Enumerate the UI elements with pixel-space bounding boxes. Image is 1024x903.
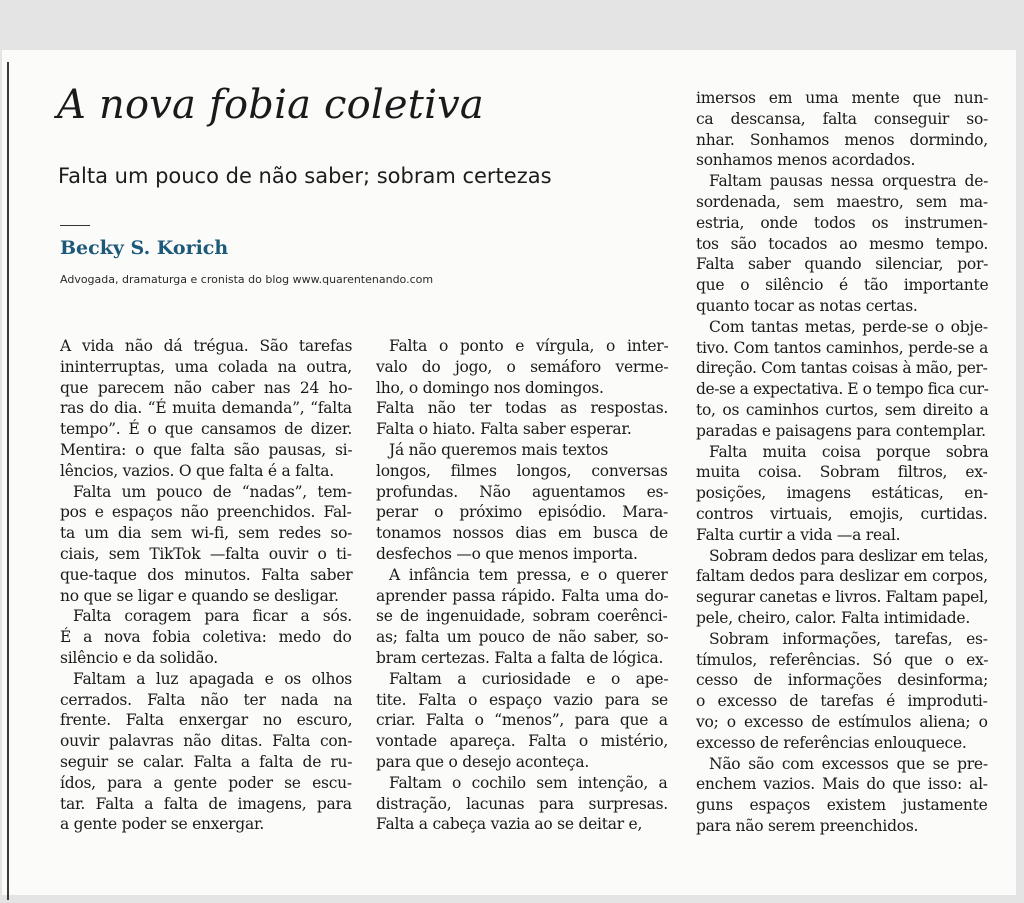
text-line: Falta o ponto e vírgula, o inter- (389, 337, 669, 355)
text-line: ininterruptas, uma colada na outra, (60, 357, 352, 376)
text-line: pos e espaços não preenchidos. Fal- (60, 503, 352, 522)
text-line: muita coisa. Sobram filtros, ex- (696, 463, 988, 482)
text-line: frente. Falta enxergar no escuro, (60, 711, 353, 730)
text-line: pele, cheiro, calor. Falta intimidade. (696, 608, 971, 627)
text-line: ídos, para a gente poder se escu- (60, 773, 352, 792)
text-line: Falta a cabeça vazia ao se deitar e, (376, 815, 643, 834)
text-line: segurar canetas e livros. Faltam papel, (696, 588, 989, 607)
text-column-3 (696, 88, 988, 837)
text-line: guns espaços existem justamente (696, 796, 988, 815)
text-line: que o silêncio é tão importante (696, 276, 989, 295)
text-line: posições, imagens estáticas, en- (696, 484, 988, 503)
text-line: Falta o hiato. Falta saber esperar. (376, 420, 632, 439)
text-line: aprender passa rápido. Falta uma do- (376, 586, 669, 605)
text-line: tempo”. É o que cansamos de dizer. (60, 420, 353, 439)
text-line: ta um dia sem wi-fi, sem redes so- (60, 524, 353, 543)
text-line: imersos em uma mente que nun- (696, 89, 989, 107)
text-line: distração, lacunas para surpresas. (376, 794, 668, 813)
text-line: longos, filmes longos, conversas (376, 461, 668, 480)
text-line: vo; o excesso de estímulos aliena; o (696, 712, 988, 731)
text-line: sonhamos menos acordados. (696, 151, 916, 170)
text-line: excesso de referências enlouquece. (696, 733, 967, 752)
text-line: ca descansa, falta conseguir so- (696, 109, 989, 128)
text-line: enchem vazios. Mais do que isso: al- (696, 775, 988, 794)
text-line: A infância tem pressa, e o querer (389, 565, 668, 584)
text-line: ras do dia. “É muita demanda”, “falta (60, 399, 352, 418)
text-line: tímulos, referências. Só que o ex- (696, 650, 989, 669)
text-line: Faltam pausas nessa orquestra de- (709, 172, 989, 191)
text-line: tar. Falta a falta de imagens, para (60, 794, 352, 813)
text-line: estria, onde todos os instrumen- (696, 213, 988, 232)
text-line: o excesso de tarefas é improduti- (696, 692, 988, 711)
text-line: silêncio e da solidão. (60, 648, 218, 667)
text-line: seguir se calar. Falta a falta de ru- (60, 752, 353, 771)
text-line: para que o desejo aconteça. (376, 752, 590, 771)
text-column-2 (376, 336, 668, 835)
article-subtitle: Falta um pouco de não saber; sobram certezas (58, 164, 552, 188)
text-line: cerrados. Falta não ter nada na (60, 690, 353, 709)
text-line: desfechos —o que menos importa. (376, 544, 638, 563)
text-line: a gente poder se enxergar. (60, 815, 265, 834)
text-line: que parecem não caber nas 24 ho- (60, 378, 353, 397)
text-line: A vida não dá trégua. São tarefas (60, 337, 353, 355)
author-name: Becky S. Korich (60, 237, 229, 259)
text-line: contros virtuais, emojis, curtidas. (696, 504, 988, 523)
text-line: criar. Falta o “menos”, para que a (376, 711, 668, 730)
text-line: bram certezas. Falta a falta de lógica. (376, 648, 664, 667)
text-line: Falta coragem para ficar a sós. (73, 607, 352, 626)
text-line: Sobram dedos para deslizar em telas, (709, 546, 989, 565)
text-line: Faltam o cochilo sem intenção, a (389, 773, 668, 792)
text-line: É a nova fobia coletiva: medo do (60, 628, 352, 647)
text-line: tonamos nossos dias em busca de (376, 524, 668, 543)
text-line: lêncios, vazios. O que falta é a falta. (60, 461, 334, 480)
text-line: de-se a expectativa. E o tempo fica cur- (696, 380, 989, 399)
text-line: Com tantas metas, perde-se o obje- (709, 317, 988, 336)
text-line: para não serem preenchidos. (696, 816, 919, 835)
text-line: tivo. Com tantos caminhos, perde-se a (696, 338, 989, 357)
text-line: que-taque dos minutos. Falta saber (60, 565, 353, 584)
text-line: nhar. Sonhamos menos dormindo, (696, 130, 988, 149)
text-line: tite. Falta o espaço vazio para se (376, 690, 668, 709)
text-line: Sobram informações, tarefas, es- (709, 629, 988, 648)
text-line: lho, o domingo nos domingos. (376, 378, 604, 397)
text-line: sordenada, sem maestro, sem ma- (696, 192, 988, 211)
text-line: Falta muita coisa porque sobra (709, 442, 989, 461)
text-line: no que se ligar e quando se desligar. (60, 586, 339, 605)
text-line: Falta curtir a vida —a real. (696, 525, 901, 544)
text-line: direção. Com tantas coisas à mão, per- (696, 359, 988, 378)
text-line: paradas e paisagens para contemplar. (696, 421, 986, 440)
text-line: Falta saber quando silenciar, por- (696, 255, 989, 274)
text-line: as; falta um pouco de não saber, so- (376, 628, 669, 647)
article-title: A nova fobia coletiva (57, 82, 484, 128)
text-line: cesso de informações desinforma; (696, 671, 989, 690)
text-line: tos são tocados ao mesmo tempo. (696, 234, 989, 253)
text-line: valo do jogo, o semáforo verme- (376, 357, 669, 376)
text-line: perar o próximo episódio. Mara- (376, 503, 669, 522)
text-column-1 (60, 336, 352, 835)
text-line: se de ingenuidade, sobram coerênci- (376, 607, 668, 626)
text-line: vontade apareça. Falta o mistério, (376, 732, 669, 751)
text-line: ciais, sem TikTok —falta ouvir o ti- (60, 544, 352, 563)
text-line: Não são com excessos que se pre- (709, 754, 988, 773)
text-line: Faltam a curiosidade e o ape- (389, 669, 669, 688)
text-line: Falta um pouco de “nadas”, tem- (73, 482, 352, 501)
text-line: Falta não ter todas as respostas. (376, 399, 669, 418)
text-line: Faltam a luz apagada e os olhos (73, 669, 352, 688)
text-line: to, os caminhos curtos, sem direito a (696, 400, 989, 419)
text-line: profundas. Não aguentamos es- (376, 482, 669, 501)
text-line: ouvir palavras não ditas. Falta con- (60, 732, 353, 751)
text-line: Já não queremos mais textos (389, 440, 609, 459)
byline-divider (60, 225, 90, 226)
text-line: faltam dedos para deslizar em corpos, (696, 567, 988, 586)
text-line: quanto tocar as notas certas. (696, 296, 918, 315)
left-border-rule (7, 62, 9, 900)
author-bio: Advogada, dramaturga e cronista do blog www.quarentenando.com (60, 273, 434, 286)
text-line: Mentira: o que falta são pausas, si- (60, 440, 353, 459)
